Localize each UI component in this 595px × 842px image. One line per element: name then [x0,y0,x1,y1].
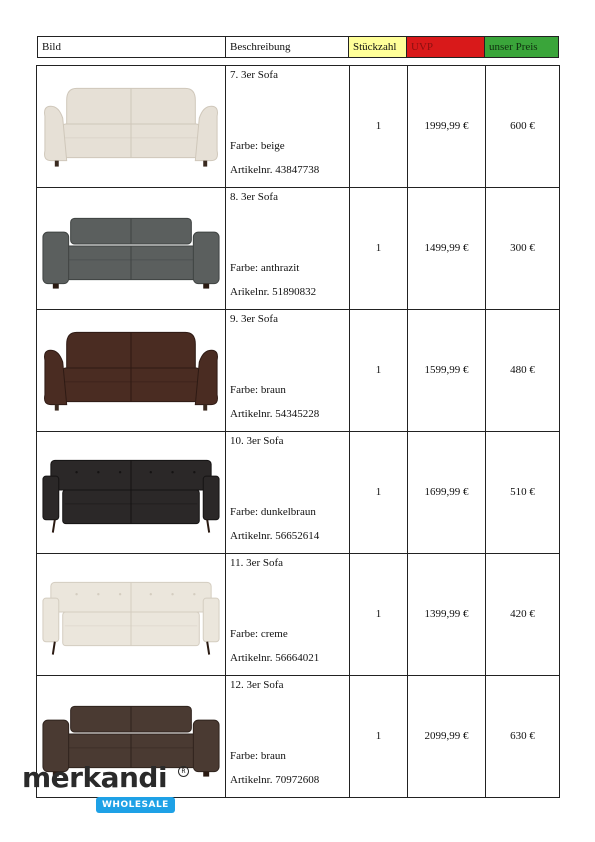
sofa-image [37,310,225,431]
table-row [36,309,560,432]
logo-wordmark: merkandi [22,761,168,794]
uvp-cell: 2099,99 € [408,676,486,797]
header-bild: Bild [38,37,226,57]
description-cell [226,432,350,553]
quantity-cell: 1 [350,188,408,309]
sofa-image [37,188,225,309]
product-title: 11. 3er Sofa [230,557,284,569]
description-cell [226,554,350,675]
description-cell [226,66,350,187]
product-image-cell [37,432,226,553]
uvp-cell: 1599,99 € [408,310,486,431]
description-cell [226,310,350,431]
product-image-cell [37,66,226,187]
price-cell: 480 € [510,363,535,376]
quantity-cell: 1 [350,310,408,431]
table-row [36,65,560,188]
quantity-cell: 1 [350,554,408,675]
article-number: Arikelnr. 51890832 [230,286,317,298]
product-color: Farbe: anthrazit [230,262,300,274]
article-number: Artikelnr. 56652614 [230,530,320,542]
header-beschreibung: Beschreibung [226,37,349,57]
registered-mark: R [178,766,189,777]
product-color: Farbe: beige [230,140,285,152]
description-cell [226,676,350,797]
sofa-image [37,432,225,553]
product-table [36,65,560,798]
product-image-cell [37,188,226,309]
product-title: 10. 3er Sofa [230,435,284,447]
uvp-cell: 1999,99 € [408,66,486,187]
uvp-cell: 1499,99 € [408,188,486,309]
article-number: Artikelnr. 70972608 [230,774,320,786]
product-color: Farbe: braun [230,384,286,396]
table-row [36,187,560,310]
article-number: Artikelnr. 43847738 [230,164,320,176]
product-image-cell [37,310,226,431]
description-cell [226,188,350,309]
price-cell: 420 € [510,607,535,620]
price-cell: 600 € [510,119,535,132]
product-title: 8. 3er Sofa [230,191,278,203]
product-image-cell [37,554,226,675]
header-unser-preis: unser Preis [485,37,558,57]
product-color: Farbe: braun [230,750,286,762]
quantity-cell: 1 [350,66,408,187]
article-number: Artikelnr. 56664021 [230,652,320,664]
table-row [36,431,560,554]
price-cell: 630 € [510,729,535,742]
product-title: 9. 3er Sofa [230,313,278,325]
product-title: 12. 3er Sofa [230,679,284,691]
table-header [37,36,559,58]
product-color: Farbe: creme [230,628,288,640]
uvp-cell: 1399,99 € [408,554,486,675]
table-row [36,553,560,676]
header-uvp: UVP [407,37,485,57]
quantity-cell: 1 [350,432,408,553]
header-stueckzahl: Stückzahl [349,37,407,57]
quantity-cell: 1 [350,676,408,797]
uvp-cell: 1699,99 € [408,432,486,553]
price-cell: 300 € [510,241,535,254]
product-title: 7. 3er Sofa [230,69,278,81]
price-cell: 510 € [510,485,535,498]
wholesale-badge: WHOLESALE [96,797,175,813]
article-number: Artikelnr. 54345228 [230,408,320,420]
merkandi-logo [22,761,192,824]
sofa-image [37,554,225,675]
product-color: Farbe: dunkelbraun [230,506,316,518]
sofa-image [37,66,225,187]
